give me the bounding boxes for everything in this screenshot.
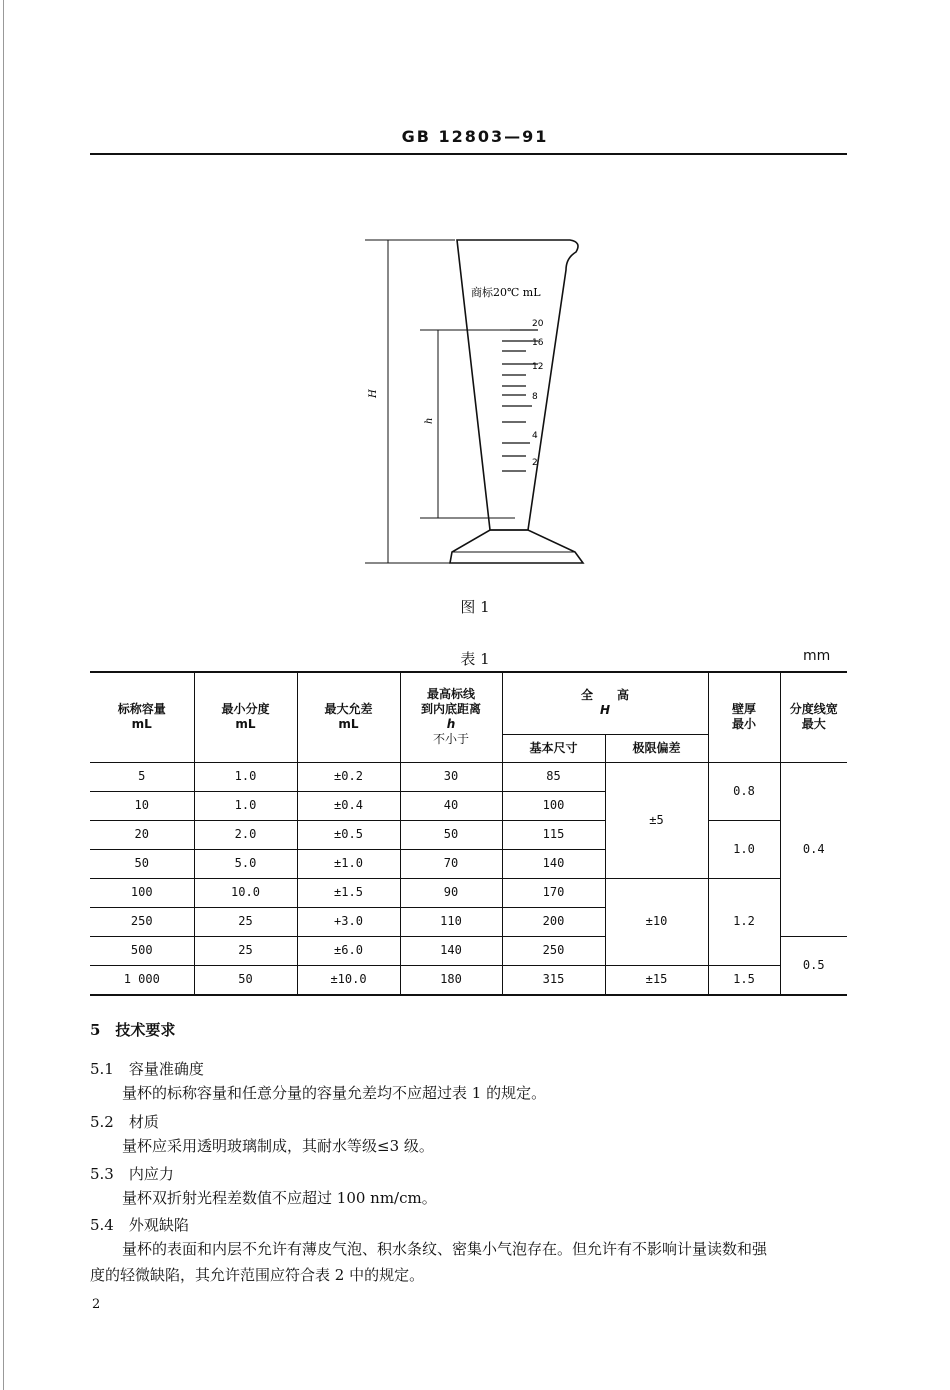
table-row: 250 25 +3.0 110 200	[90, 907, 847, 936]
figure-caption: 图 1	[460, 598, 490, 616]
dev-cell: ±10	[605, 878, 708, 965]
table-row: 20 2.0 ±0.5 50 115 1.0	[90, 820, 847, 849]
scale-mark: 16	[532, 338, 544, 348]
th-full-height: 全 高 H	[502, 672, 708, 734]
table-row: 100 10.0 ±1.5 90 170 ±10 1.2	[90, 878, 847, 907]
th-line-width: 分度线宽 最大	[780, 672, 847, 762]
cup-label: 商标20℃ mL	[471, 286, 541, 299]
scale-mark: 8	[532, 392, 538, 402]
page-number: 2	[92, 1297, 101, 1312]
section-5-4-body-line1: 量杯的表面和内层不允许有薄皮气泡、积水条纹、密集小气泡存在。但允许有不影响计量读数和强	[122, 1240, 768, 1258]
th-basic-size: 基本尺寸	[502, 734, 605, 762]
table-1	[90, 671, 847, 996]
section-5-3-title: 5.3 内应力	[90, 1165, 174, 1183]
section-5-1-title: 5.1 容量准确度	[90, 1060, 204, 1078]
scale-mark: 12	[532, 362, 544, 372]
wall-cell: 1.2	[708, 878, 780, 965]
wall-cell: 0.8	[708, 762, 780, 820]
scale-mark: 4	[532, 431, 538, 441]
wall-cell: 1.0	[708, 820, 780, 878]
table-caption: 表 1	[460, 650, 490, 668]
th-nominal: 标称容量 mL	[90, 672, 194, 762]
header-rule	[90, 153, 847, 155]
dim-H-label: H	[368, 389, 379, 398]
measuring-cup-figure	[360, 230, 590, 575]
section-5-4-body-line2: 度的轻微缺陷，其允许范围应符合表 2 中的规定。	[90, 1266, 425, 1284]
section-5-2-title: 5.2 材质	[90, 1113, 159, 1131]
dev-cell: ±15	[605, 965, 708, 995]
scale-mark: 20	[532, 319, 544, 329]
cup-base	[450, 530, 583, 563]
section-5-3-body: 量杯双折射光程差数值不应超过 100 nm/cm。	[122, 1189, 437, 1207]
line-width-cell: 0.5	[780, 936, 847, 995]
dev-cell: ±5	[605, 762, 708, 878]
wall-cell: 1.5	[708, 965, 780, 995]
table-row: 500 25 ±6.0 140 250 0.5	[90, 936, 847, 965]
section-5-title: 5 技术要求	[90, 1021, 176, 1039]
section-5-4-title: 5.4 外观缺陷	[90, 1216, 189, 1234]
th-wall: 壁厚 最小	[708, 672, 780, 762]
page-margin-line	[3, 0, 4, 1390]
th-max-tol: 最大允差 mL	[297, 672, 400, 762]
th-min-div: 最小分度 mL	[194, 672, 297, 762]
th-limit-dev: 极限偏差	[605, 734, 708, 762]
standard-header: GB 12803—91	[401, 127, 549, 146]
th-top-mark: 最高标线 到内底距离 h 不小于	[400, 672, 502, 762]
table-row: 10 1.0 ±0.4 40 100	[90, 791, 847, 820]
table-row: 1 000 50 ±10.0 180 315 ±15 1.5	[90, 965, 847, 995]
scale-mark: 2	[532, 458, 538, 468]
cup-body	[457, 240, 578, 530]
line-width-cell: 0.4	[780, 762, 847, 936]
table-row: 5 1.0 ±0.2 30 85 ±5 0.8 0.4	[90, 762, 847, 791]
table-row: 50 5.0 ±1.0 70 140	[90, 849, 847, 878]
section-5-2-body: 量杯应采用透明玻璃制成，其耐水等级≤3 级。	[122, 1137, 434, 1155]
section-5-1-body: 量杯的标称容量和任意分量的容量允差均不应超过表 1 的规定。	[122, 1084, 547, 1102]
dim-h-label: h	[424, 417, 435, 424]
table-unit: mm	[803, 648, 831, 664]
